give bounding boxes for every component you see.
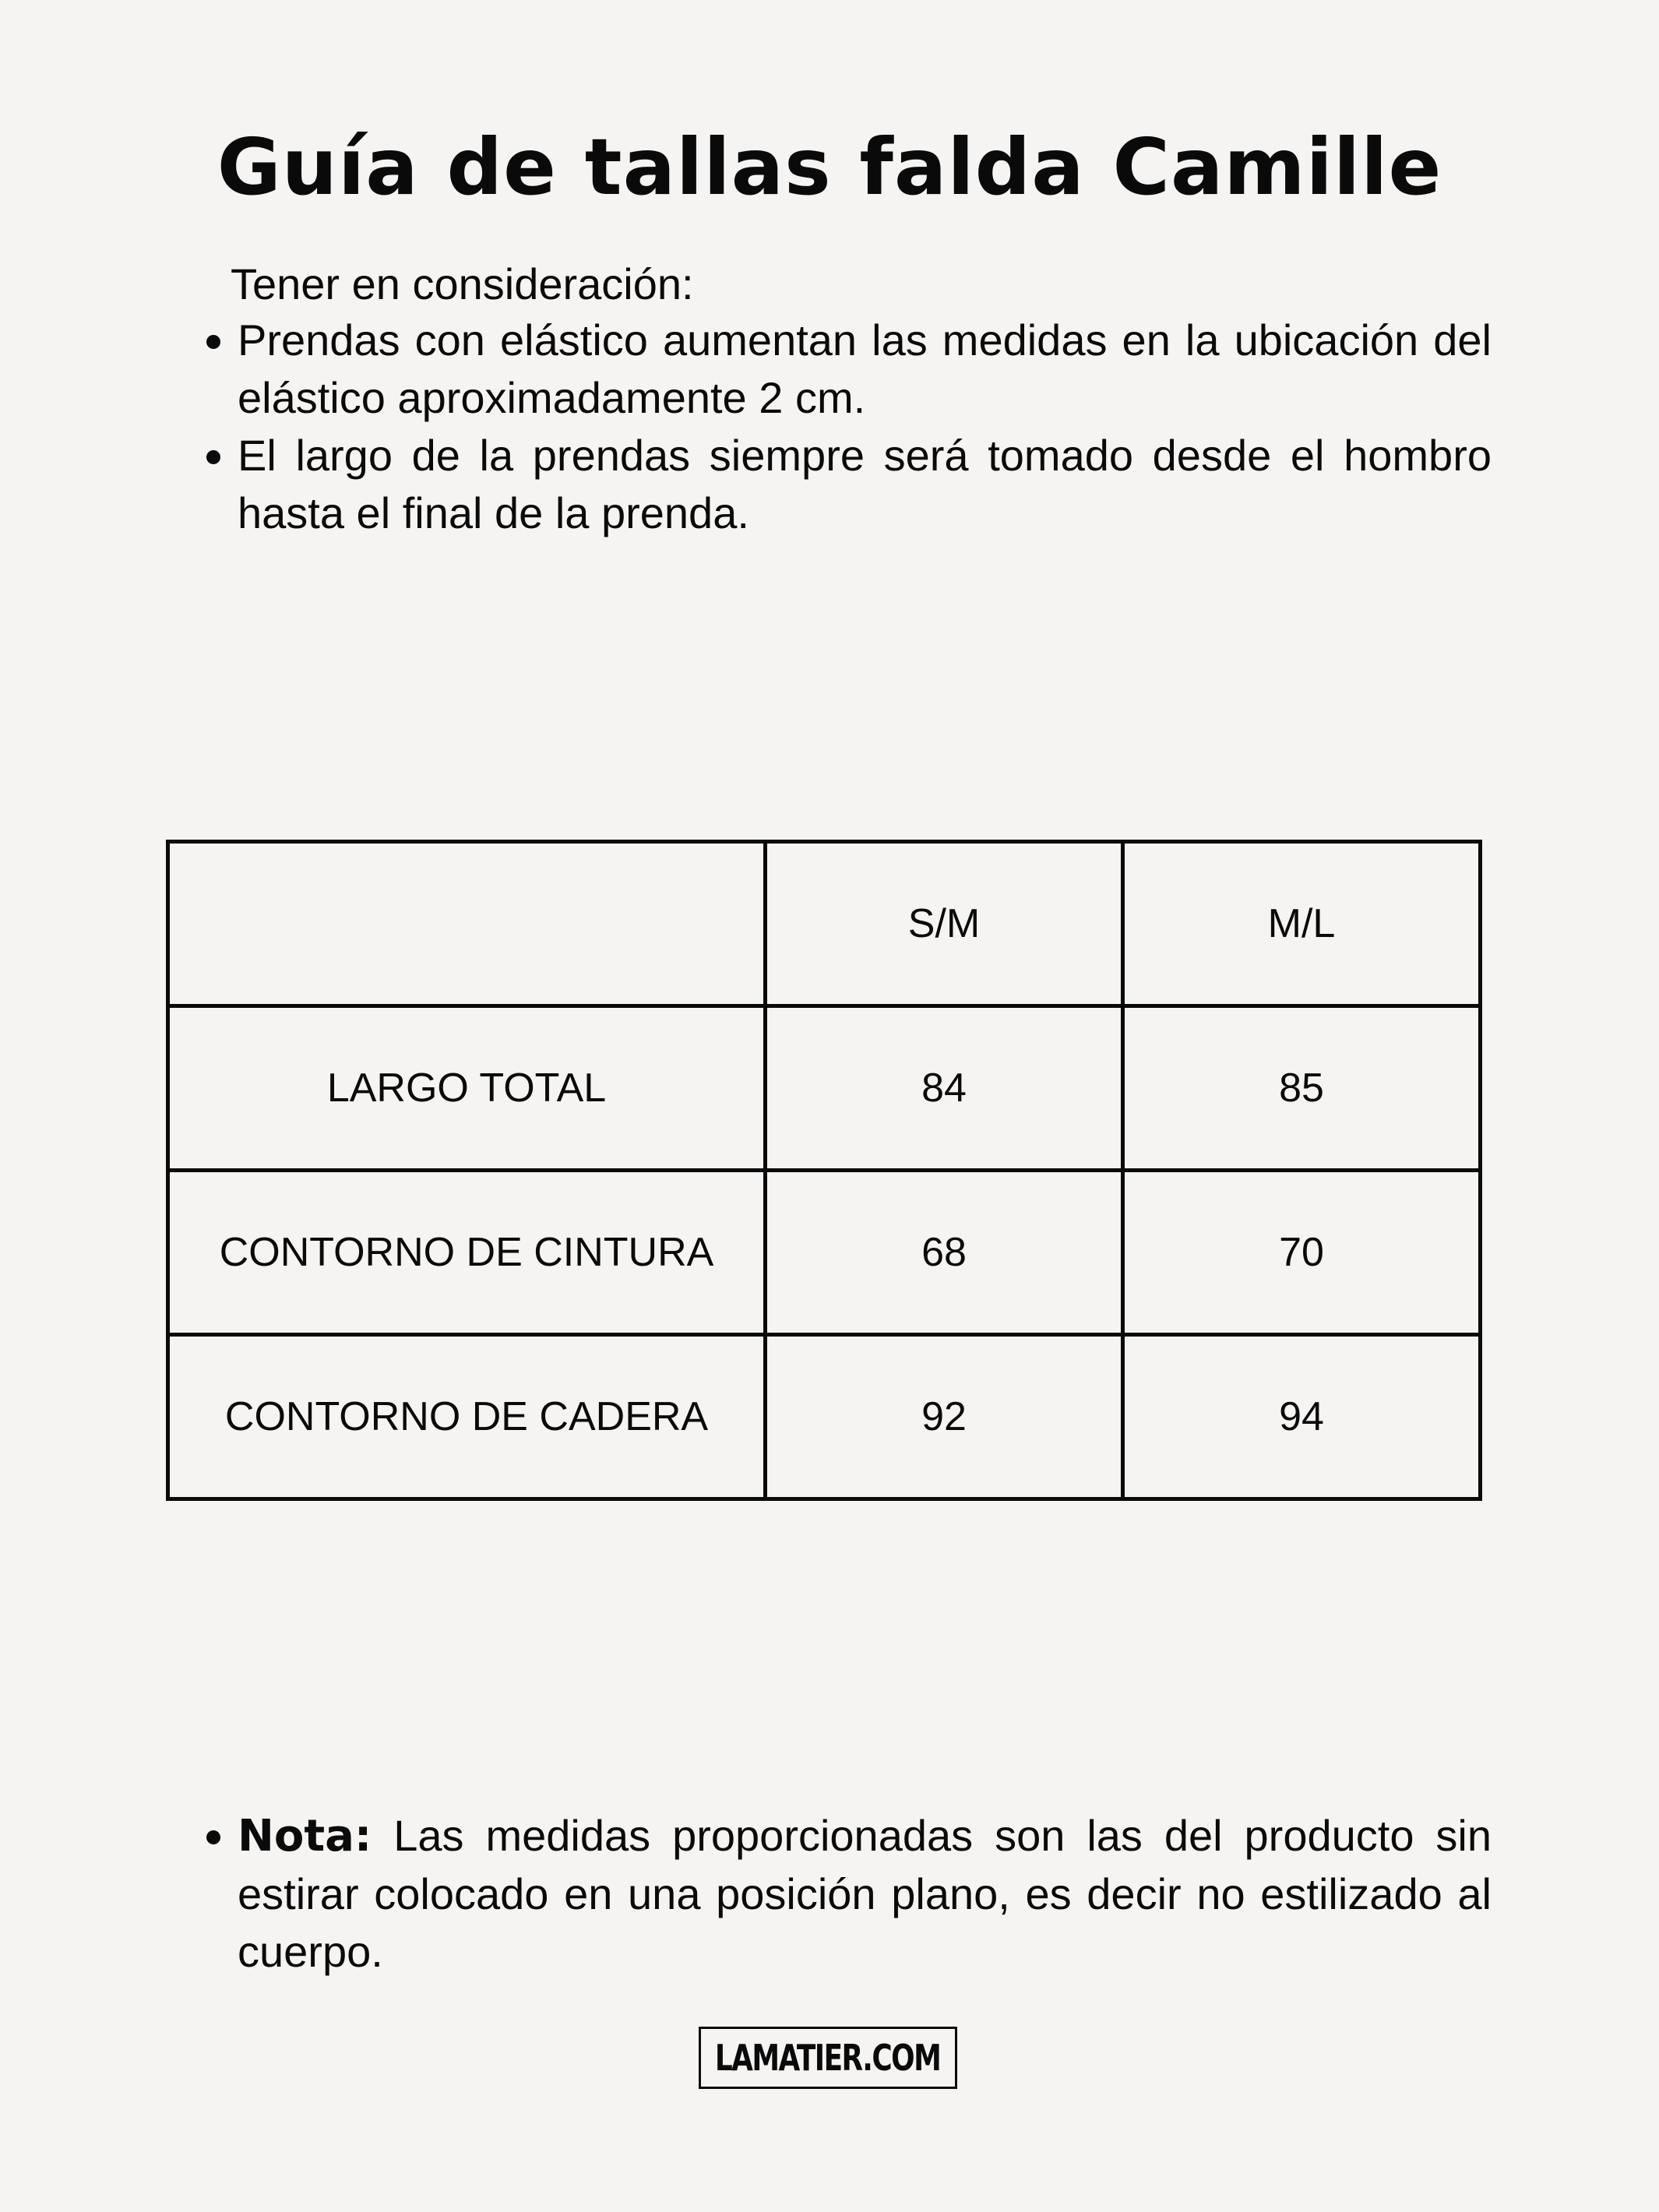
- table-cell: 84: [766, 1006, 1123, 1171]
- table-cell: LARGO TOTAL: [168, 1006, 766, 1171]
- table-cell: 70: [1123, 1171, 1481, 1335]
- table-row: [168, 1171, 1481, 1335]
- list-item: [238, 312, 1492, 427]
- table-cell: 85: [1123, 1006, 1481, 1171]
- table-cell: 68: [766, 1171, 1123, 1335]
- table-header-cell: M/L: [1123, 842, 1481, 1006]
- bullet-icon: [206, 1830, 220, 1844]
- brand-text: LAMATIER.COM: [715, 2037, 941, 2079]
- note-list: [238, 1807, 1492, 1981]
- page-title: Guía de tallas falda Camille: [217, 122, 1442, 213]
- table-cell: CONTORNO DE CINTURA: [168, 1171, 766, 1335]
- list-item: [238, 427, 1492, 542]
- bullet-text: Prendas con elástico aumentan las medidas en la ubicación del elástico aproximadamente 2 cm.: [238, 315, 1492, 422]
- consideration-list: [238, 312, 1492, 542]
- brand-logo: [699, 2027, 957, 2089]
- table-cell: CONTORNO DE CADERA: [168, 1335, 766, 1499]
- list-item: [238, 1807, 1492, 1981]
- bullet-icon: [206, 450, 220, 464]
- note-text: Las medidas proporcionadas son las del producto sin estirar colocado en una posición plano, es decir no estilizado al cuerpo.: [238, 1811, 1492, 1976]
- table-header-cell: [168, 842, 766, 1006]
- table-header-cell: S/M: [766, 842, 1123, 1006]
- bullet-text: El largo de la prendas siempre será tomado desde el hombro hasta el final de la prenda.: [238, 431, 1492, 537]
- table-cell: 94: [1123, 1335, 1481, 1499]
- table-row: [168, 1006, 1481, 1171]
- table-cell: 92: [766, 1335, 1123, 1499]
- table-header-row: [168, 842, 1481, 1006]
- note-label: Nota:: [238, 1811, 372, 1862]
- bullet-icon: [206, 335, 220, 349]
- size-table: [166, 840, 1482, 1501]
- intro-heading: Tener en consideración:: [231, 259, 694, 308]
- table-row: [168, 1335, 1481, 1499]
